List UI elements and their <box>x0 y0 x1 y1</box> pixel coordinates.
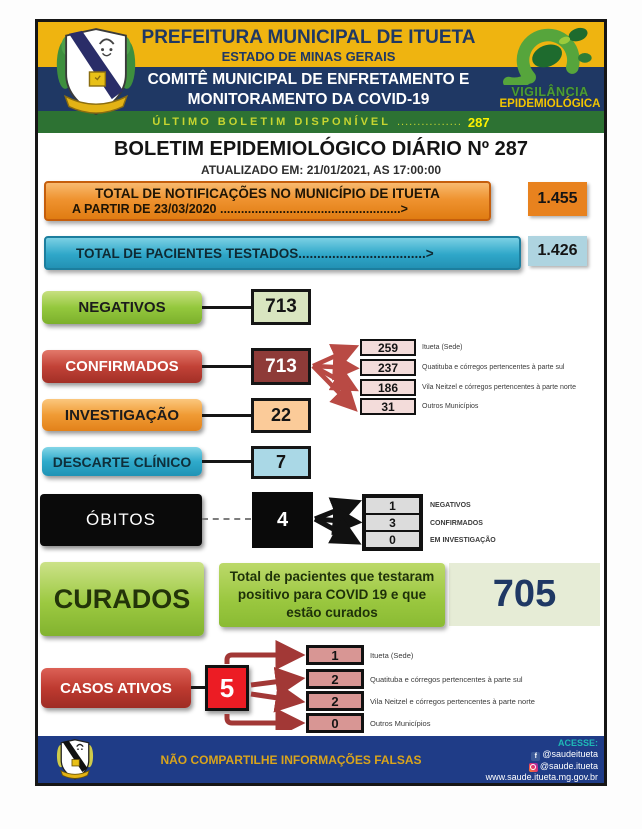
last-bulletin-dots: ................ <box>396 116 462 128</box>
notifications-line2: A PARTIR DE 23/03/2020 ....................................................> <box>72 202 408 216</box>
descarte-clinico-button: DESCARTE CLÍNICO <box>42 447 202 476</box>
descarte-connector <box>202 460 251 463</box>
committee-line1: COMITÊ MUNICIPAL DE ENFRETAMENTO E <box>147 71 470 88</box>
tested-bar <box>44 236 521 270</box>
investigacao-connector <box>202 414 251 417</box>
bulletin-title: BOLETIM EPIDEMIOLÓGICO DIÁRIO Nº 287 <box>113 138 528 160</box>
municipality-title: PREFEITURA MUNICIPAL DE ITUETA <box>141 27 476 48</box>
confirmados-breakdown-value: 237 <box>360 359 416 376</box>
tested-label: TOTAL DE PACIENTES TESTADOS..................................> <box>76 245 434 261</box>
instagram-handle[interactable]: @saude.itueta <box>539 761 598 771</box>
committee-line2: MONITORAMENTO DA COVID-19 <box>187 91 430 108</box>
bulletin-updated: ATUALIZADO EM: 21/01/2021, AS 17:00:00 <box>200 163 442 177</box>
confirmados-value: 713 <box>251 348 311 385</box>
notifications-bar <box>44 181 491 221</box>
confirmados-breakdown-value: 186 <box>360 379 416 396</box>
casos-ativos-breakdown-label: Itueta (Sede) <box>370 651 414 660</box>
casos-ativos-breakdown-value: 2 <box>306 691 364 711</box>
instagram-icon <box>529 763 538 772</box>
obitos-breakdown-label: CONFIRMADOS <box>430 520 483 527</box>
negativos-connector <box>202 306 251 309</box>
footer-website[interactable] <box>486 772 598 783</box>
footer-warning: NÃO COMPARTILHE INFORMAÇÕES FALSAS <box>160 753 422 767</box>
curados-description-text: Total de pacientes que testaram positivo para COVID 19 e que estão curados <box>229 568 435 621</box>
notifications-value: 1.455 <box>528 182 587 216</box>
confirmados-connector <box>202 365 251 368</box>
negativos-value: 713 <box>251 289 311 325</box>
investigacao-value: 22 <box>251 398 311 433</box>
bulletin-frame <box>35 19 607 786</box>
confirmados-breakdown-value: 259 <box>360 339 416 356</box>
obitos-breakdown-label: NEGATIVOS <box>430 502 471 509</box>
facebook-handle[interactable]: @saudeitueta <box>542 749 598 759</box>
casos-ativos-breakdown-label: Quatituba e córregos pertencentes à parte sul <box>370 675 523 684</box>
obitos-value: 4 <box>252 492 313 548</box>
casos-ativos-breakdown-label: Outros Municípios <box>370 719 431 728</box>
vigilancia-swoosh-icon <box>499 23 601 85</box>
coat-of-arms-icon <box>54 25 138 119</box>
investigacao-button: INVESTIGAÇÃO <box>42 399 202 431</box>
vigilancia-epidemiologica-logo <box>499 23 601 115</box>
curados-description <box>219 563 445 627</box>
epidemiologica-text: EPIDEMIOLÓGICA <box>499 98 601 110</box>
confirmados-fan-arrows-icon <box>311 332 361 417</box>
descarte-clinico-value: 7 <box>251 446 311 479</box>
footer-instagram[interactable] <box>486 761 598 772</box>
casos-ativos-button: CASOS ATIVOS <box>41 668 191 708</box>
footer-access-label: ACESSE: <box>557 738 598 748</box>
obitos-dashed-connector <box>202 518 251 520</box>
casos-ativos-breakdown-value: 0 <box>306 713 364 733</box>
notifications-line1: TOTAL DE NOTIFICAÇÕES NO MUNICÍPIO DE ITUETA <box>95 186 440 201</box>
casos-ativos-fan-arrows-icon <box>218 638 308 730</box>
facebook-icon: f <box>531 752 540 761</box>
footer-coat-of-arms-icon <box>52 738 98 781</box>
last-bulletin-number: 287 <box>467 114 490 130</box>
curados-value: 705 <box>449 563 600 626</box>
footer-facebook[interactable] <box>486 749 598 761</box>
obitos-breakdown-value: 1 <box>366 498 419 515</box>
obitos-button: ÓBITOS <box>40 494 202 546</box>
confirmados-breakdown-label: Quatituba e córregos pertencentes à parte sul <box>422 364 565 371</box>
negativos-button: NEGATIVOS <box>42 291 202 324</box>
confirmados-breakdown-value: 31 <box>360 398 416 415</box>
obitos-fan-arrows-icon <box>313 490 363 550</box>
obitos-breakdown-value: 3 <box>366 515 419 532</box>
casos-ativos-breakdown-label: Vila Neitzel e córregos pertencentes à parte norte <box>370 697 535 706</box>
tested-value: 1.426 <box>528 236 587 266</box>
obitos-breakdown-table <box>362 494 423 551</box>
vigilancia-text: VIGILÂNCIA <box>511 85 589 99</box>
state-title: ESTADO DE MINAS GERAIS <box>221 49 396 64</box>
confirmados-breakdown-label: Vila Neitzel e córregos pertencentes à parte norte <box>422 384 576 391</box>
confirmados-breakdown-label: Itueta (Sede) <box>422 344 463 351</box>
last-bulletin-label: ÚLTIMO BOLETIM DISPONÍVEL <box>152 116 391 128</box>
casos-ativos-value: 5 <box>205 665 249 711</box>
footer-links <box>486 738 598 783</box>
casos-ativos-breakdown-value: 1 <box>306 645 364 665</box>
curados-button: CURADOS <box>40 562 204 636</box>
website-url[interactable]: www.saude.itueta.mg.gov.br <box>485 772 598 782</box>
confirmados-button: CONFIRMADOS <box>42 350 202 383</box>
obitos-breakdown-label: EM INVESTIGAÇÃO <box>430 537 496 544</box>
casos-ativos-breakdown-value: 2 <box>306 669 364 689</box>
confirmados-breakdown-label: Outros Municípios <box>422 403 479 410</box>
footer-band <box>38 736 604 783</box>
casos-ativos-connector <box>191 686 205 689</box>
obitos-breakdown-value: 0 <box>366 532 419 547</box>
